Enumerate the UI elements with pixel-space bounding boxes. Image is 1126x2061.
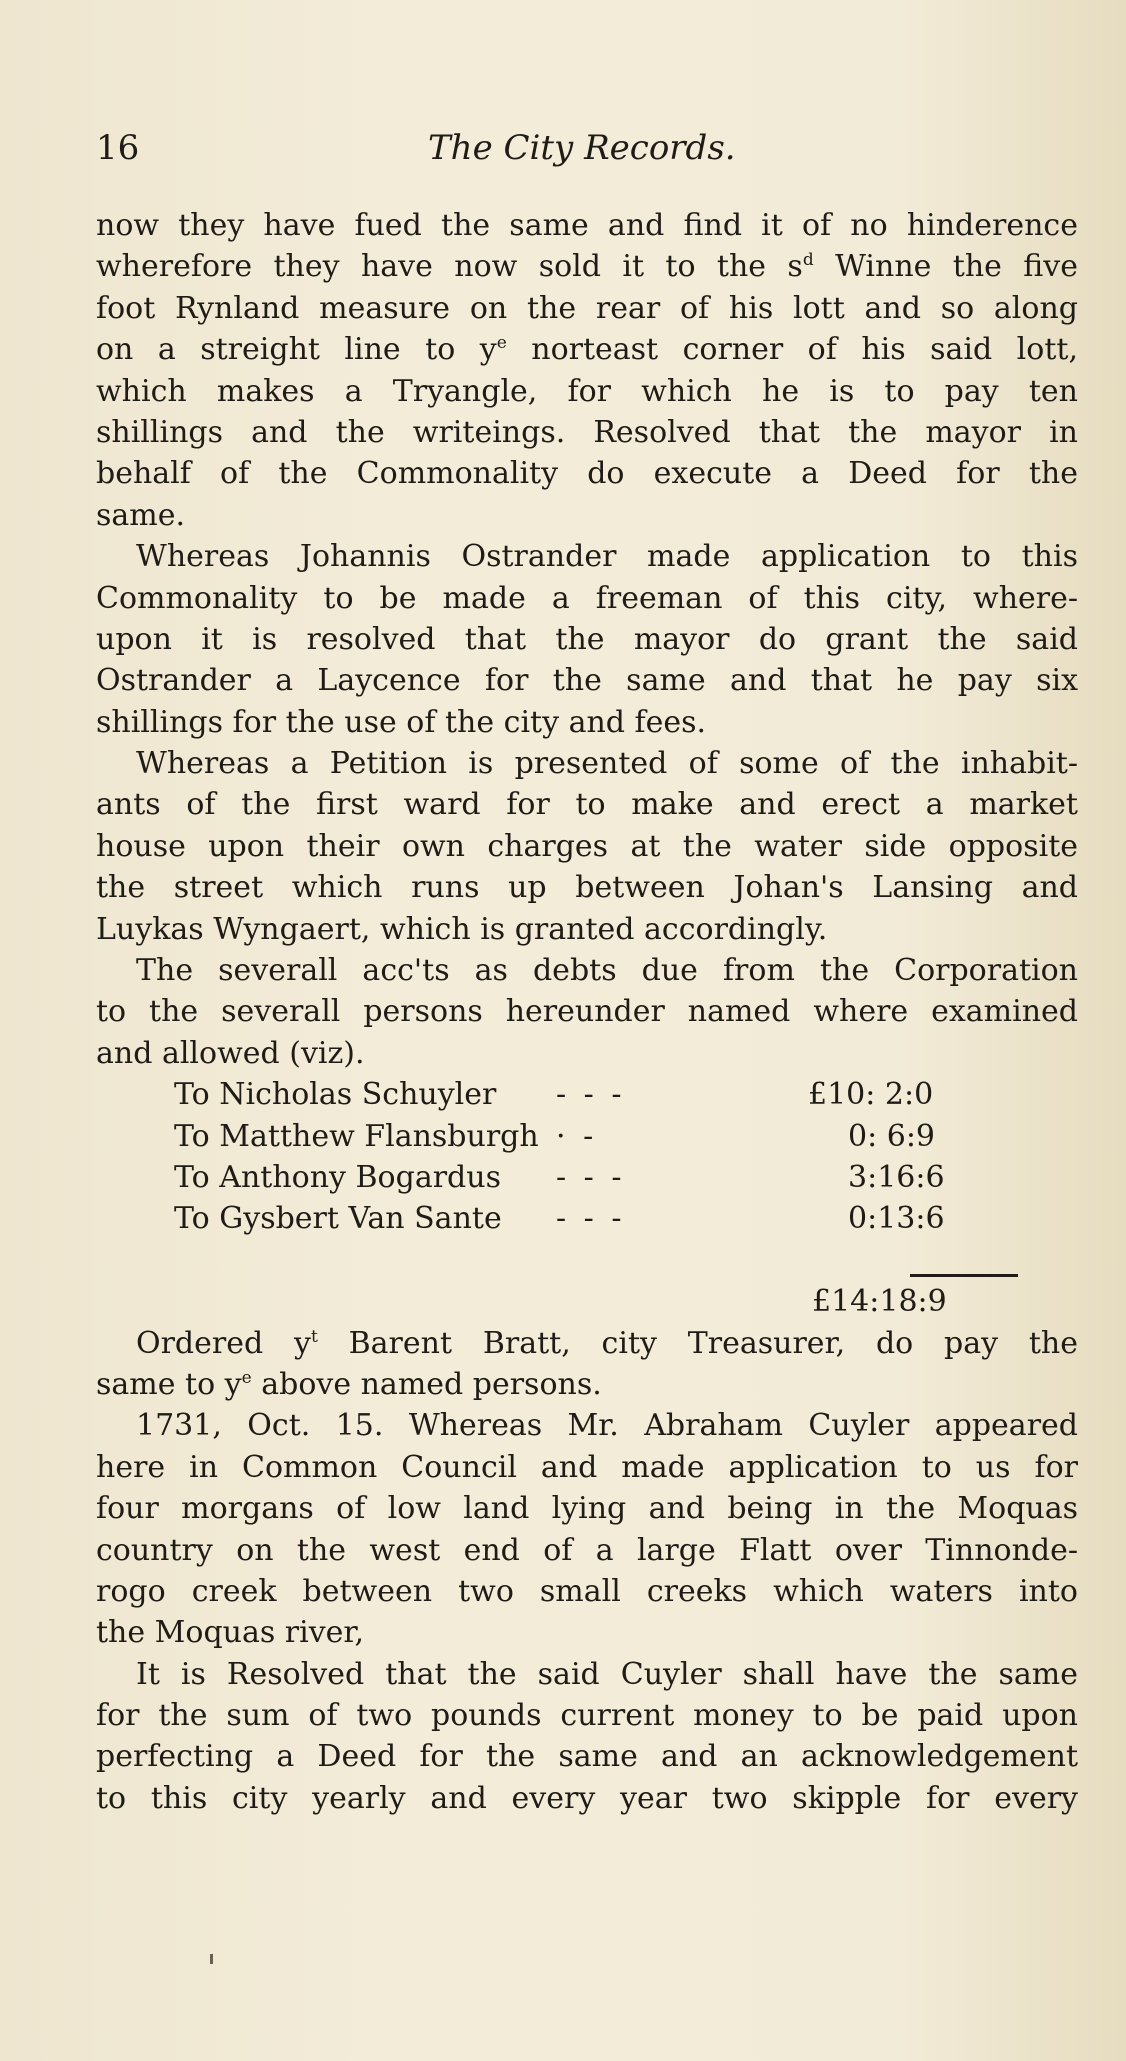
text-line: wherefore they have now sold it to the $s^d$ Winne the five [96, 249, 1079, 285]
text-line: country on the west end of a large Flatt over Tinnonde- [96, 1532, 1078, 1568]
leader-dots: - - - [556, 1077, 626, 1113]
leader-dots: - - - [556, 1159, 626, 1195]
text-line: It is Resolved that the said Cuyler shall have the same [136, 1656, 1078, 1692]
text-line: shillings and the writeings. Resolved that the mayor in [96, 414, 1078, 450]
page-number: 16 [96, 128, 140, 168]
text-line: four morgans of low land lying and being in the Moquas [96, 1491, 1078, 1527]
paragraph-ostrander-freeman [96, 536, 1078, 743]
text-line: 1731, Oct. 15. Whereas Mr. Abraham Cuyler appeared [136, 1408, 1078, 1444]
paragraph-cuyler-resolution [96, 1654, 1078, 1820]
text-line: rogo creek between two small creeks which waters into [96, 1573, 1078, 1609]
account-amount: 3:16:6 [848, 1159, 945, 1195]
account-total: £14:18:9 [812, 1284, 947, 1320]
text-line: The severall acc'ts as debts due from the Corporation [136, 953, 1078, 989]
text-line: shillings for the use of the city and fees. [96, 704, 707, 740]
text-line: to this city yearly and every year two skipple for every [96, 1780, 1078, 1816]
ink-speck [210, 1954, 213, 1964]
leader-dots: - - - [556, 1201, 626, 1237]
account-row [96, 1116, 1078, 1157]
paragraph-market-house-petition [96, 743, 1078, 950]
text-line: on a streight line to $y^e$ norteast corner of his said lott, [96, 332, 1078, 368]
text-line: which makes a Tryangle, for which he is to pay ten [96, 373, 1078, 409]
text-line: same. [96, 497, 186, 533]
running-title: The City Records. [428, 128, 736, 168]
sum-rule [910, 1274, 1018, 1277]
paragraph-treasurer-order [96, 1323, 1078, 1406]
text-line: here in Common Council and made application to us for [96, 1449, 1078, 1485]
account-total-row [96, 1281, 1078, 1322]
text-line: Ordered $y^t$ Barent Bratt, city Treasurer, do pay the [136, 1325, 1078, 1361]
paragraph-cuyler-application [96, 1405, 1078, 1653]
account-name: To Anthony Bogardus [174, 1159, 501, 1195]
account-row [96, 1074, 1078, 1115]
text-line: Whereas Johannis Ostrander made application to this [136, 539, 1078, 575]
text-line: behalf of the Commonality do execute a Deed for the [96, 456, 1078, 492]
page-header [96, 128, 1056, 178]
account-name: To Nicholas Schuyler [174, 1077, 497, 1113]
account-amount: £10: 2:0 [808, 1077, 934, 1113]
accounts-list [96, 1074, 1078, 1322]
text-line: the street which runs up between Johan's Lansing and [96, 870, 1078, 906]
text-line: Ostrander a Laycence for the same and that he pay six [96, 663, 1078, 699]
text-line: the Moquas river, [96, 1615, 365, 1651]
account-amount: 0:13:6 [848, 1201, 945, 1237]
account-name: To Gysbert Van Sante [174, 1201, 502, 1237]
text-line: for the sum of two pounds current money to be paid upon [96, 1698, 1078, 1734]
text-line: house upon their own charges at the water side opposite [96, 828, 1078, 864]
account-name: To Matthew Flansburgh [174, 1118, 539, 1154]
paragraph-accounts-intro [96, 950, 1078, 1074]
sum-rule-row [96, 1240, 1078, 1281]
paragraph-sale-of-lott [96, 205, 1078, 536]
text-line: and allowed (viz). [96, 1035, 365, 1071]
leader-dots: · - [556, 1118, 598, 1154]
text-line: now they have fued the same and find it of no hinderence [96, 208, 1078, 243]
account-row [96, 1157, 1078, 1198]
text-line: to the severall persons hereunder named where examined [96, 994, 1078, 1030]
text-line: perfecting a Deed for the same and an acknowledgement [96, 1739, 1078, 1775]
account-row [96, 1198, 1078, 1239]
text-line: foot Rynland measure on the rear of his lott and so along [96, 290, 1078, 326]
text-line: Commonality to be made a freeman of this city, where- [96, 580, 1078, 616]
text-line: Whereas a Petition is presented of some of the inhabit- [136, 746, 1078, 782]
text-line: ants of the first ward for to make and erect a market [96, 787, 1078, 823]
page-body [96, 205, 1078, 1819]
account-amount: 0: 6:9 [848, 1118, 936, 1154]
text-line: same to $y^e$ above named persons. [96, 1366, 602, 1402]
text-line: Luykas Wyngaert, which is granted accordingly. [96, 911, 828, 947]
text-line: upon it is resolved that the mayor do grant the said [96, 621, 1078, 657]
